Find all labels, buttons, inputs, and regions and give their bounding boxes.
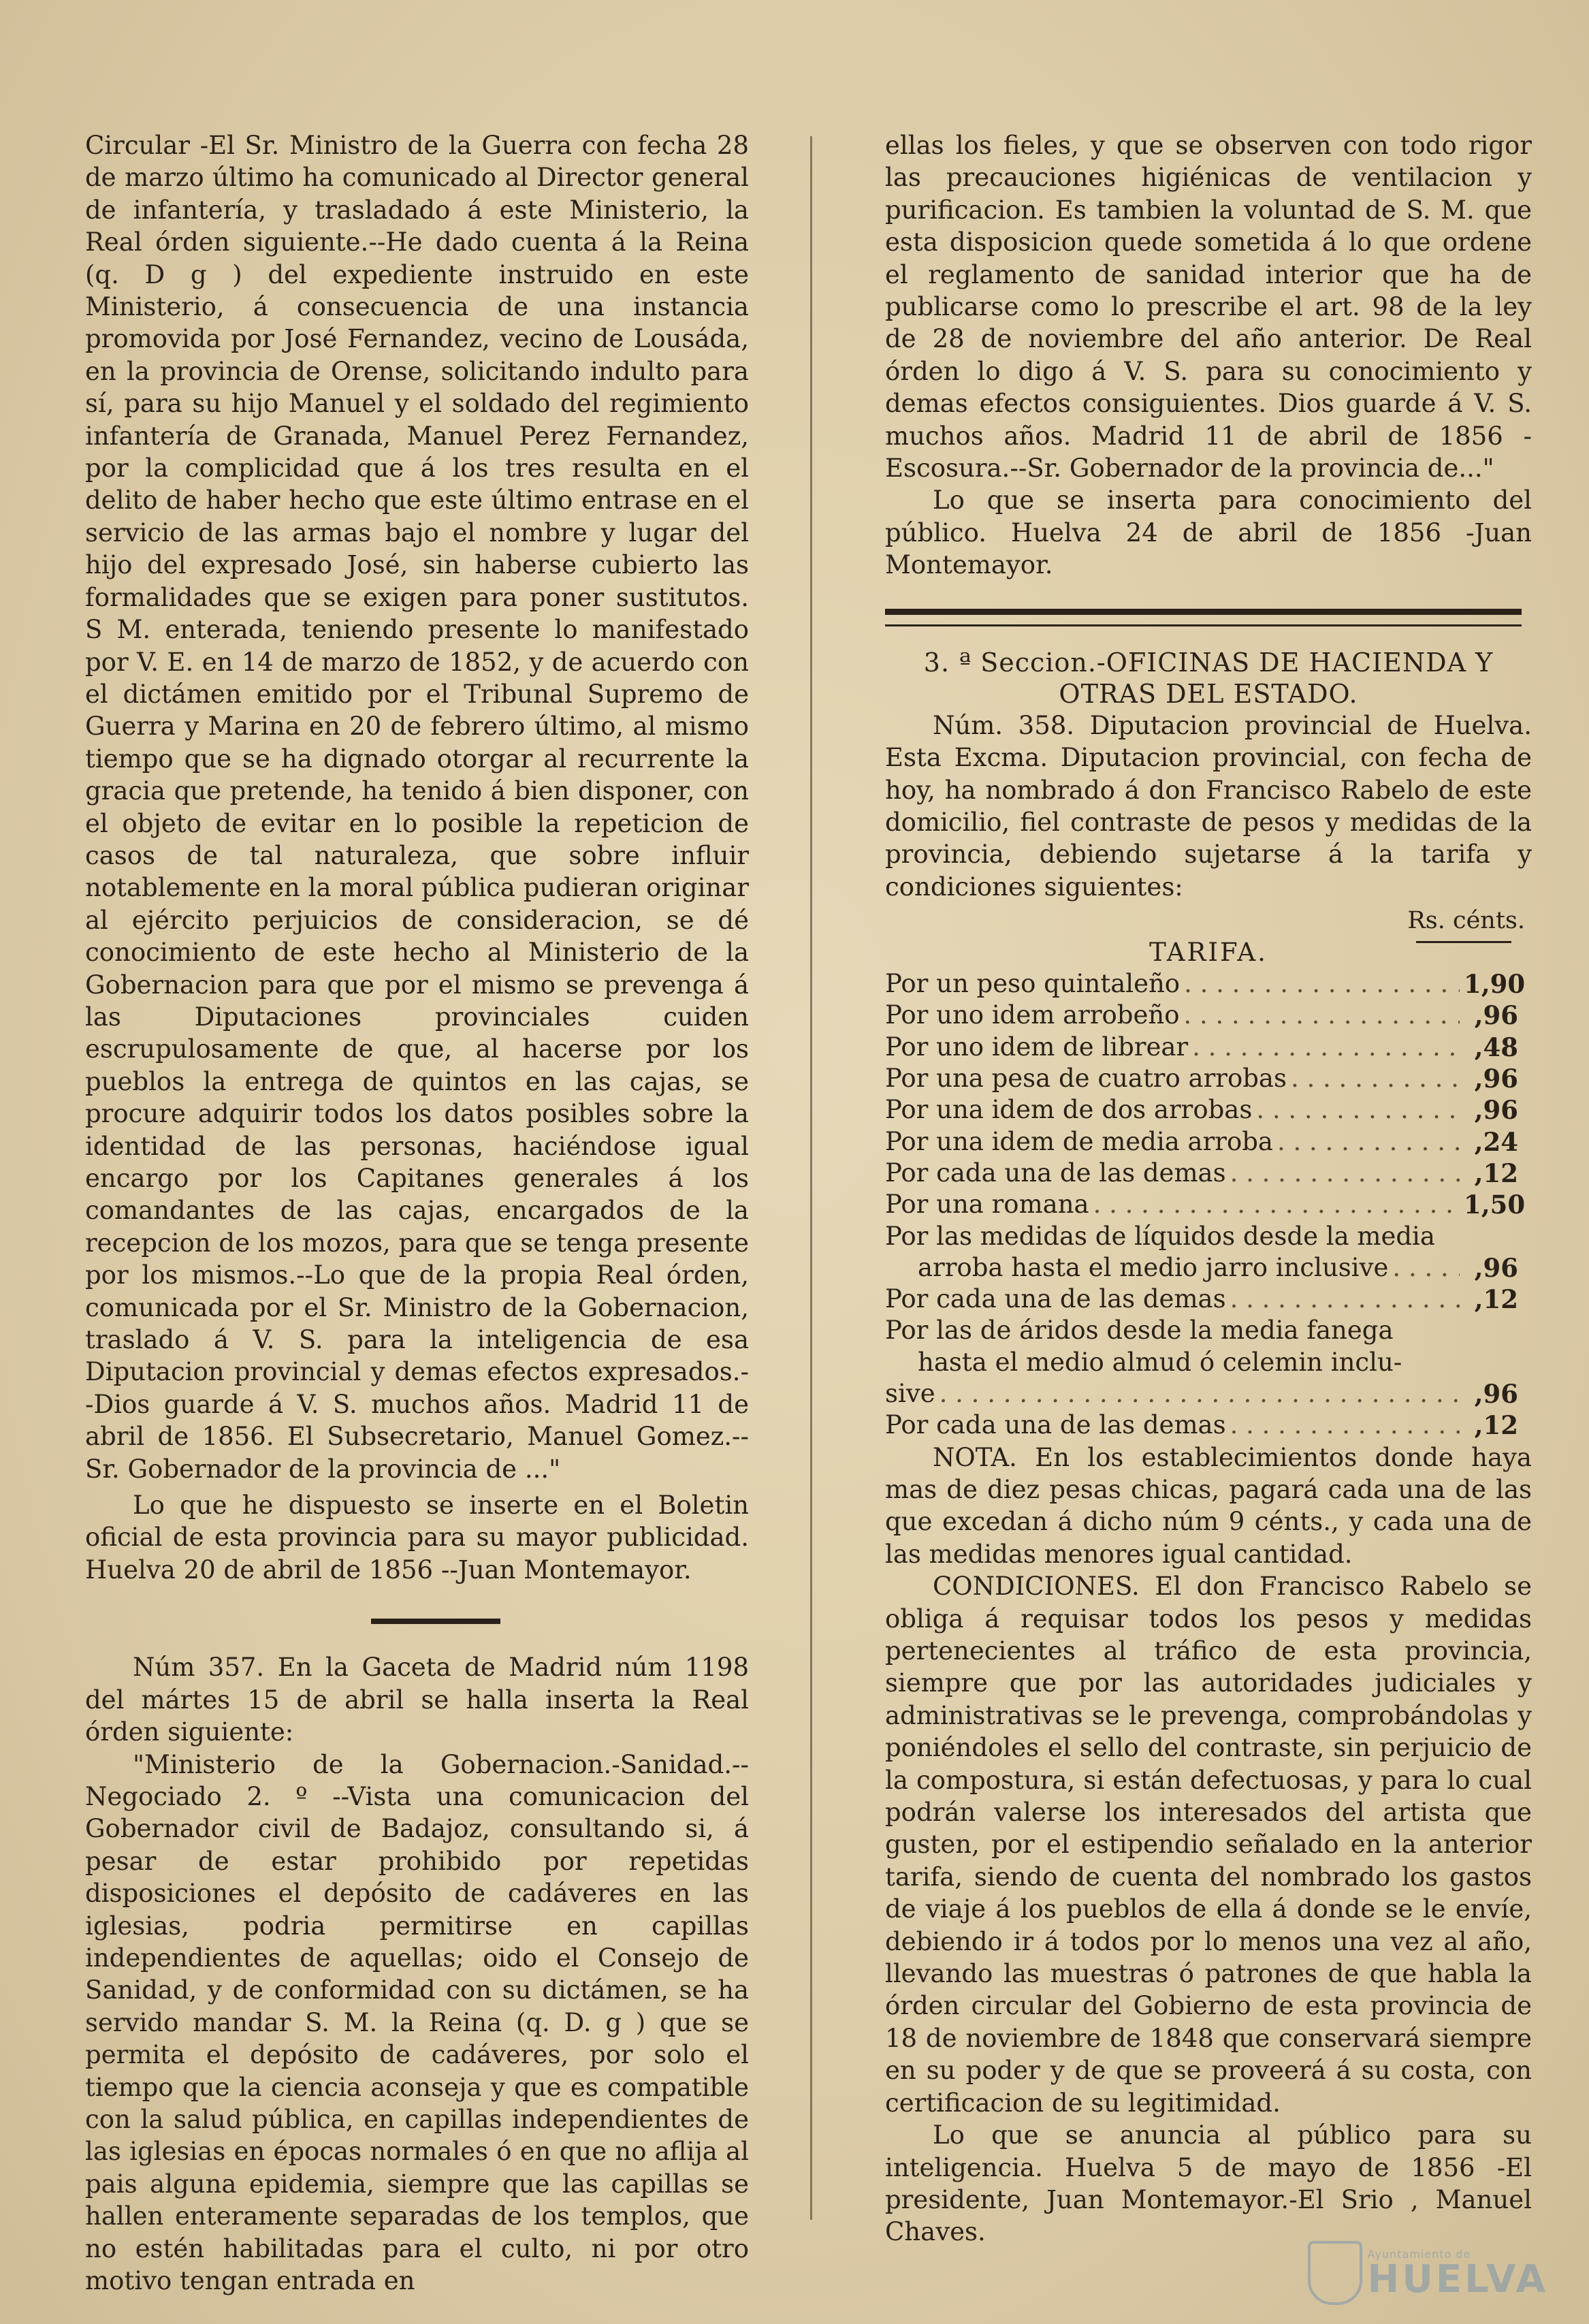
short-divider [371, 1619, 500, 1624]
section-divider [885, 609, 1522, 626]
tarifa-row-leader [1184, 968, 1460, 1000]
archive-watermark [1308, 2241, 1548, 2305]
section-title [885, 647, 1532, 710]
tarifa-row-label: Por una idem de media arroba [885, 1126, 1273, 1156]
tarifa-row [885, 1158, 1532, 1189]
continuation-paragraph: ellas los fieles, y que se observen con todo rigor las precauciones higiénicas de ventilacion y purificacion. Es tambien la voluntad de S. M. que esta disposicion quede sometida á lo que ordene el reglamento de sanidad interior que ha de publicarse como lo prescribe el art. 98 de la ley de 28 de noviembre del año anterior. De Real órden lo digo á V. S. para su conocimiento y demas efectos consiguientes. Dios guarde á V. S. muchos años. Madrid 11 de abril de 1856 -Escosura.--Sr. Gobernador de la provincia de..." [885, 131, 1532, 483]
tarifa-row [885, 1126, 1532, 1158]
tarifa-row-leader [1439, 1221, 1460, 1252]
tarifa-row [885, 1000, 1532, 1031]
final-paragraph: Lo que se anuncia al público para su inteligencia. Huelva 5 de mayo de 1856 -El presidente, Juan Montemayor.-El Srio , Manuel Chaves. [885, 2120, 1532, 2247]
num358-paragraph: Núm. 358. Diputacion provincial de Huelva. Esta Excma. Diputacion provincial, con fecha de hoy, ha nombrado á don Francisco Rabelo de este domicilio, fiel contraste de pesos y medidas de la provincia, debiendo sujetarse á la tarifa y condiciones siguientes: [885, 710, 1532, 902]
tarifa-row-leader [1291, 1063, 1460, 1094]
tarifa-row [885, 1221, 1532, 1252]
tarifa-row-leader [940, 1378, 1460, 1410]
tarifa-row-leader [1093, 1189, 1460, 1220]
tarifa-row-value: ,48 [1474, 1032, 1518, 1062]
tarifa-row [885, 968, 1532, 1000]
section-title-line1: 3. ª Seccion.-OFICINAS DE HACIENDA Y [923, 647, 1494, 678]
tarifa-row [885, 1032, 1532, 1063]
tarifa-row-value: ,96 [1474, 1095, 1518, 1126]
right-column [885, 129, 1532, 2248]
continuation-closing: Lo que se inserta para conocimiento del público. Huelva 24 de abril de 1856 -Juan Montemayor. [885, 486, 1532, 580]
tarifa-row-leader [1183, 1000, 1460, 1031]
circular-closing: Lo que he dispuesto se inserte en el Boletin oficial de esta provincia para su mayor publicidad. Huelva 20 de abril de 1856 --Juan Montemayor. [85, 1491, 749, 1585]
tarifa-row-label: Por uno idem arrobeño [885, 1000, 1180, 1030]
tarifa-row-label: arroba hasta el medio jarro inclusive [918, 1252, 1389, 1282]
tarifa-row-value: ,12 [1474, 1158, 1518, 1188]
tarifa-row [885, 1284, 1532, 1315]
tarifa-row-label: Por cada una de las demas [885, 1284, 1226, 1314]
tarifa-row-leader [1277, 1126, 1460, 1158]
tarifa-row-label: Por un peso quintaleño [885, 969, 1181, 999]
tarifa-row-value: 1,90 [1464, 969, 1526, 1000]
tarifa-row-value: ,96 [1474, 1064, 1518, 1094]
tarifa-row-label: Por una pesa de cuatro arrobas [885, 1064, 1287, 1094]
tarifa-row-label: Por uno idem de librear [885, 1032, 1189, 1062]
tarifa-row [885, 1189, 1532, 1220]
tarifa-row-value: ,96 [1474, 1000, 1518, 1031]
left-column [85, 129, 749, 2297]
tarifa-row-value: 1,50 [1464, 1190, 1526, 1220]
tarifa-row-value: ,96 [1474, 1252, 1518, 1283]
tarifa-row [885, 1378, 1532, 1410]
num357-intro: Núm 357. En la Gaceta de Madrid núm 1198 del mártes 15 de abril se halla inserta la Real órden siguiente: [85, 1653, 749, 1747]
tarifa-rule [1416, 941, 1511, 943]
tarifa-row-value [1464, 1347, 1532, 1378]
num357-body: "Ministerio de la Gobernacion.-Sanidad.--Negociado 2. º --Vista una comunicacion del Gobernador civil de Badajoz, consultando si, á pesar de estar prohibido por repetidas disposiciones el depósito de cadáveres en las iglesias, podria permitirse en capillas independientes de aquellas; oido el Consejo de Sanidad, y de conformidad con su dictámen, se ha servido mandar S. M. la Reina (q. D. g ) que se permita el depósito de cadáveres, por solo el tiempo que la ciencia aconseja y que es compatible con la salud pública, en capillas independientes de las iglesias en épocas normales ó en que no aflija al pais alguna epidemia, siempre que las capillas se hallen enteramente separadas de los templos, que no estén habilitadas para el culto, ni por otro motivo tengan entrada en [85, 1749, 749, 2295]
tarifa-row-value [1464, 1315, 1532, 1346]
tarifa-row-label: Por cada una de las demas [885, 1158, 1226, 1188]
tarifa-row-label: Por las medidas de líquidos desde la media [885, 1221, 1435, 1251]
circular-paragraph: Circular -El Sr. Ministro de la Guerra con fecha 28 de marzo último ha comunicado al Director general de infantería, y trasladado á este Ministerio, la Real órden siguiente.--He dado cuenta á la Reina (q. D g ) del expediente instruido en este Ministerio, á consecuencia de una instancia promovida por José Fernandez, vecino de Lousáda, en la provincia de Orense, solicitando indulto para sí, para su hijo Manuel y el soldado del regimiento infantería de Granada, Manuel Perez Fernandez, por la complicidad que á los tres resulta en el delito de haber hecho que este último entrase en el servicio de las armas bajo el nombre y lugar del hijo del expresado José, sin haberse cubierto las formalidades que se exigen para poner sustitutos. S M. enterada, teniendo presente lo manifestado por V. E. en 14 de marzo de 1852, y de acuerdo con el dictámen emitido por el Tribunal Supremo de Guerra y Marina en 20 de febrero último, al mismo tiempo que se ha dignado otorgar al recurrente la gracia que pretende, ha tenido á bien disponer, con el objeto de evitar en lo posible la repeticion de casos de tal naturaleza, que sobre influir notablemente en la moral pública pudieran originar al ejército perjuicios de consideracion, se dé conocimiento de este hecho al Ministerio de la Gobernacion para que por el mismo se prevenga á las Diputaciones provinciales cuiden escrupulosamente de que, al hacerse por los pueblos la entrega de quintos en las cajas, se procure adquirir todos los datos posibles sobre la identidad de las personas, haciéndose igual encargo por los Capitanes generales á los comandantes de las cajas, encargados de la recepcion de los mozos, para que se tenga presente por los mismos.--Lo que de la propia Real órden, comunicada por el Sr. Ministro de la Gobernacion, traslado á V. S. para la inteligencia de esa Diputacion provincial y demas efectos expresados.--Dios guarde á V. S. muchos años. Madrid 11 de abril de 1856. El Subsecretario, Manuel Gomez.--Sr. Gobernador de la provincia de ..." [85, 131, 749, 1484]
watermark-small-text: Ayuntamiento de [1367, 2247, 1471, 2261]
nota-paragraph: NOTA. En los establecimientos donde haya mas de diez pesas chicas, pagará cada una de las que excedan á dicho núm 9 cénts., y cada una de las medidas menores igual cantidad. [885, 1442, 1532, 1569]
tarifa-row-label: Por las de áridos desde la media fanega [885, 1316, 1394, 1346]
tarifa-row [885, 1252, 1532, 1284]
section-title-line2: OTRAS DEL ESTADO. [1059, 678, 1358, 709]
shield-icon [1308, 2241, 1362, 2305]
tarifa-row-leader [1406, 1347, 1460, 1378]
tarifa-row [885, 1063, 1532, 1094]
rs-cents-label: Rs. cénts. [1407, 907, 1525, 935]
tarifa-row-label: Por cada una de las demas [885, 1410, 1226, 1440]
tarifa-table [885, 968, 1532, 1441]
tarifa-row-label: Por una idem de dos arrobas [885, 1095, 1253, 1125]
tarifa-row-value: ,12 [1474, 1284, 1518, 1315]
tarifa-row-label: sive [885, 1378, 935, 1408]
tarifa-row-leader [1192, 1032, 1460, 1063]
watermark-text: HUELVA [1367, 2257, 1548, 2302]
tarifa-title: TARIFA. [1149, 938, 1268, 968]
tarifa-row-value: ,12 [1474, 1410, 1518, 1441]
tarifa-row [885, 1410, 1532, 1441]
tarifa-row-leader [1230, 1158, 1460, 1189]
tarifa-row [885, 1315, 1532, 1346]
tarifa-row-label: Por una romana [885, 1190, 1089, 1220]
tarifa-row-leader [1230, 1284, 1460, 1315]
tarifa-row-leader [1256, 1094, 1460, 1126]
tarifa-row [885, 1094, 1532, 1126]
column-divider [810, 136, 812, 2220]
tarifa-row-leader [1398, 1315, 1460, 1346]
tarifa-row-value: ,24 [1474, 1126, 1518, 1157]
condiciones-paragraph: CONDICIONES. El don Francisco Rabelo se obliga á requisar todos los pesos y medidas pertenecientes al tráfico de esta provincia, siempre que por las autoridades judiciales y administrativas se le prevenga, comprobándolas y poniéndoles el sello del contraste, sin perjuicio de la compostura, si están defectuosas, y para lo cual podrán valerse los interesados del artista que gusten, por el estipendio señalado en la anterior tarifa, siendo de cuenta del nombrado los gastos de viaje á los pueblos de ella á donde se le envíe, debiendo ir á todos por lo menos una vez al año, llevando las muestras ó patrones de que habla la órden circular del Gobierno de esta provincia de 18 de noviembre de 1848 que conservará siempre en su poder y de que se proveerá á su costa, con certificacion de su legitimidad. [885, 1572, 1532, 2118]
tarifa-row-label: hasta el medio almud ó celemin inclu- [918, 1347, 1402, 1377]
tarifa-row [885, 1347, 1532, 1378]
tarifa-title-row [885, 937, 1532, 968]
tarifa-row-leader [1392, 1252, 1460, 1284]
tarifa-row-value [1464, 1221, 1532, 1252]
tarifa-row-leader [1230, 1410, 1460, 1441]
tarifa-row-value: ,96 [1474, 1378, 1518, 1409]
